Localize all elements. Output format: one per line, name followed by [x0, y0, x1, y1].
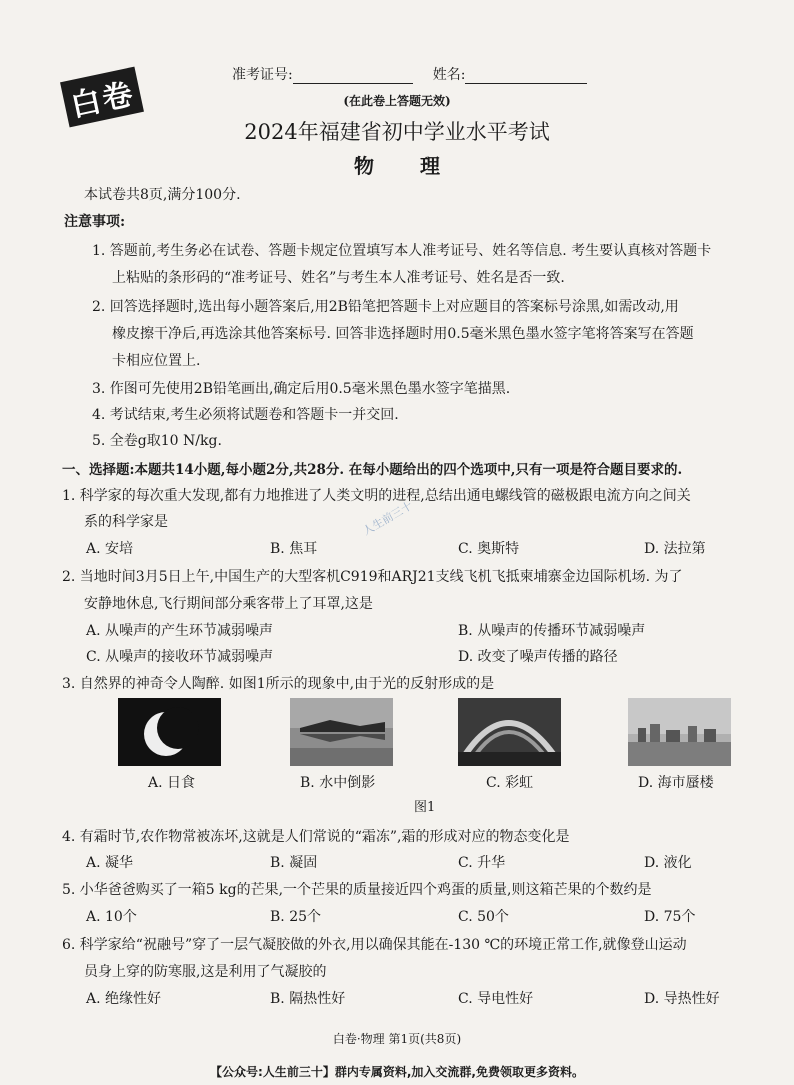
- section-heading: 一、选择题:本题共14小题,每小题2分,共28分. 在每小题给出的四个选项中,只有一项是符合题目要求的.: [62, 462, 683, 478]
- question-stem: 1. 科学家的每次重大发现,都有力地推进了人类文明的进程,总结出通电螺线管的磁极跟电流方向之间关: [62, 488, 691, 504]
- notice-line: 5. 全卷g取10 N/kg.: [92, 433, 222, 449]
- option: D. 导热性好: [644, 991, 720, 1007]
- notice-line: 橡皮擦干净后,再选涂其他答案标号. 回答非选择题时用0.5毫米黑色墨水签字笔将答案写在答题: [112, 326, 694, 342]
- exam-id-label: 准考证号:: [232, 67, 293, 83]
- solar-eclipse-image: [118, 698, 221, 766]
- notice-heading: 注意事项:: [64, 214, 126, 230]
- option: D. 改变了噪声传播的路径: [458, 649, 618, 665]
- notice-line: 4. 考试结束,考生必须将试题卷和答题卡一并交回.: [92, 407, 399, 423]
- option: C. 奥斯特: [458, 541, 520, 557]
- question-stem: 安静地休息,飞行期间部分乘客带上了耳罩,这是: [84, 596, 373, 612]
- option: A. 10个: [86, 909, 137, 925]
- notice-line: 1. 答题前,考生务必在试卷、答题卡规定位置填写本人准考证号、姓名等信息. 考生要认真核对答题卡: [92, 243, 712, 259]
- option: C. 升华: [458, 855, 506, 871]
- option: B. 凝固: [270, 855, 318, 871]
- option: D. 液化: [644, 855, 692, 871]
- question-stem: 6. 科学家给“祝融号”穿了一层气凝胶做的外衣,用以确保其能在-130 ℃的环境正常工作,就像登山运动: [62, 937, 687, 953]
- invalid-answer-note: (在此卷上答题无效): [343, 94, 451, 108]
- figure-caption: C. 彩虹: [486, 775, 534, 791]
- intro-text: 本试卷共8页,满分100分.: [84, 187, 241, 203]
- watermark: 人生前三十: [360, 499, 415, 538]
- notice-line: 2. 回答选择题时,选出每小题答案后,用2B铅笔把答题卡上对应题目的答案标号涂黑,如需改动,用: [92, 299, 679, 315]
- option: D. 75个: [644, 909, 696, 925]
- figure-label: 图1: [414, 800, 436, 815]
- rainbow-image: [458, 698, 561, 766]
- candidate-info-line: [232, 64, 587, 84]
- option: D. 法拉第: [644, 541, 706, 557]
- option: C. 从噪声的接收环节减弱噪声: [86, 649, 274, 665]
- white-paper-badge: 白卷: [60, 67, 144, 128]
- question-stem: 系的科学家是: [84, 514, 168, 530]
- subject-title: 物理: [354, 154, 486, 178]
- option: A. 绝缘性好: [86, 991, 162, 1007]
- option: A. 安培: [86, 541, 134, 557]
- exam-title: 2024年福建省初中学业水平考试: [244, 120, 550, 144]
- option: A. 凝华: [86, 855, 134, 871]
- question-stem: 2. 当地时间3月5日上午,中国生产的大型客机C919和ARJ21支线飞机飞抵柬埔寨金边国际机场. 为了: [62, 569, 683, 585]
- water-reflection-image: [290, 698, 393, 766]
- mirage-image: [628, 698, 731, 766]
- option: C. 50个: [458, 909, 509, 925]
- question-stem: 3. 自然界的神奇令人陶醉. 如图1所示的现象中,由于光的反射形成的是: [62, 676, 495, 692]
- name-label: 姓名:: [432, 67, 466, 83]
- option: B. 从噪声的传播环节减弱噪声: [458, 623, 646, 639]
- figure-caption: D. 海市蜃楼: [638, 775, 714, 791]
- option: C. 导电性好: [458, 991, 534, 1007]
- notice-line: 上粘贴的条形码的“准考证号、姓名”与考生本人准考证号、姓名是否一致.: [112, 270, 565, 286]
- exam-id-blank: [293, 69, 413, 84]
- notice-line: 3. 作图可先使用2B铅笔画出,确定后用0.5毫米黑色墨水签字笔描黑.: [92, 381, 511, 397]
- option: B. 25个: [270, 909, 322, 925]
- page-footer: 白卷·物理 第1页(共8页): [332, 1032, 462, 1046]
- name-blank: [465, 69, 587, 84]
- figure-caption: B. 水中倒影: [300, 775, 376, 791]
- question-stem: 4. 有霜时节,农作物常被冻坏,这就是人们常说的“霜冻”,霜的形成对应的物态变化是: [62, 829, 570, 845]
- promo-banner: 【公众号:人生前三十】群内专属资料,加入交流群,免费领取更多资料。: [210, 1065, 584, 1079]
- figure-caption: A. 日食: [148, 775, 196, 791]
- option: A. 从噪声的产生环节减弱噪声: [86, 623, 274, 639]
- notice-line: 卡相应位置上.: [112, 353, 201, 369]
- option: B. 焦耳: [270, 541, 318, 557]
- option: B. 隔热性好: [270, 991, 346, 1007]
- question-stem: 员身上穿的防寒服,这是利用了气凝胶的: [84, 964, 327, 980]
- question-stem: 5. 小华爸爸购买了一箱5 kg的芒果,一个芒果的质量接近四个鸡蛋的质量,则这箱芒果的个数约是: [62, 882, 652, 898]
